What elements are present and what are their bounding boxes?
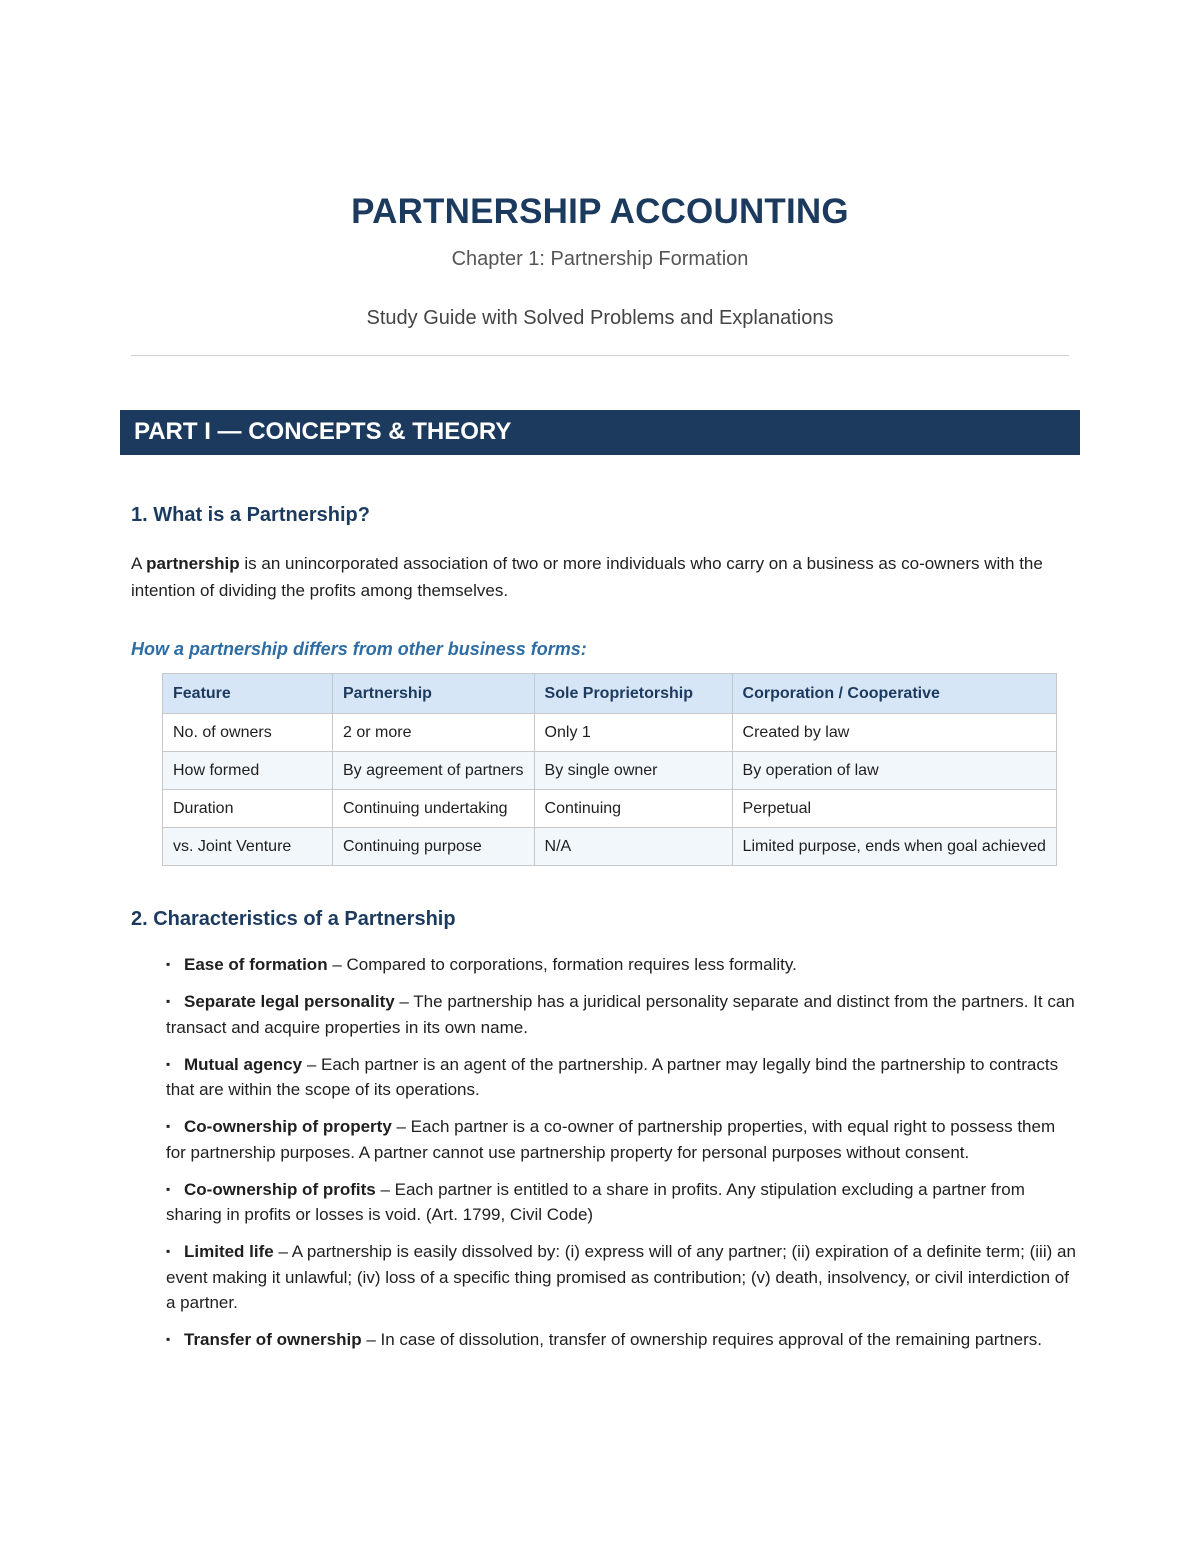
table-cell: Limited purpose, ends when goal achieved [732,828,1056,866]
column-header: Partnership [333,674,535,714]
table-row [163,714,1057,752]
square-bullet-icon: ▪ [166,1332,171,1346]
item-description: – The partnership has a juridical personality separate and distinct from the partners. It can transact and acquire properties in its own name. [166,992,1075,1037]
square-bullet-icon: ▪ [166,994,171,1008]
table-cell: Continuing purpose [333,828,535,866]
item-term: Co-ownership of profits [184,1179,376,1199]
table-caption: How a partnership differs from other business forms: [131,639,587,659]
table-cell: Duration [163,790,333,828]
table-cell: N/A [534,828,732,866]
definition-term: partnership [146,554,240,573]
item-term: Ease of formation [184,955,328,974]
table-header-row [163,674,1057,714]
list-item [166,1177,1076,1228]
section-heading-what-is-partnership: 1. What is a Partnership? [131,504,370,526]
square-bullet-icon: ▪ [166,957,171,971]
item-term: Separate legal personality [184,992,395,1011]
item-term: Co-ownership of property [184,1117,392,1136]
list-item [166,989,1076,1040]
item-description: – A partnership is easily dissolved by: (i) express will of any partner; (ii) expiration of a definite term; (iii) an event making it unlawful; (iv) loss of a specific thing promised as contribution; (v) death, insolvency, or civil interdiction of a partner. [166,1242,1076,1312]
study-guide-subtitle: Study Guide with Solved Problems and Explanations [366,307,834,329]
comparison-table [162,673,1057,866]
table-cell: Continuing [534,790,732,828]
item-description: – Each partner is an agent of the partnership. A partner may legally bind the partnership to contracts that are within the scope of its operations. [166,1054,1059,1099]
item-description: – Each partner is entitled to a share in profits. Any stipulation excluding a partner from sharing in profits or losses is void. (Art. 1799, Civil Code) [166,1179,1025,1224]
item-description: – Compared to corporations, formation requires less formality. [327,955,797,974]
table-row [163,828,1057,866]
table-cell: By single owner [534,752,732,790]
table-cell: By agreement of partners [333,752,535,790]
square-bullet-icon: ▪ [166,1056,171,1071]
square-bullet-icon: ▪ [166,1244,171,1258]
table-cell: No. of owners [163,714,333,752]
table-cell: By operation of law [732,752,1056,790]
section-heading-characteristics: 2. Characteristics of a Partnership [131,908,456,930]
table-cell: Continuing undertaking [333,790,535,828]
item-description: – Each partner is a co-owner of partnership properties, with equal right to possess them for partnership purposes. A partner cannot use partnership property for personal purposes without consent. [166,1117,1056,1162]
square-bullet-icon: ▪ [166,1181,171,1196]
chapter-subtitle: Chapter 1: Partnership Formation [451,248,749,270]
partnership-definition [131,550,1081,604]
list-item [166,1327,1076,1353]
table-cell: Created by law [732,714,1056,752]
part-banner [120,410,1080,455]
column-header: Corporation / Cooperative [732,674,1056,714]
list-item [166,1239,1076,1316]
document-title: PARTNERSHIP ACCOUNTING [351,192,849,231]
definition-prefix: A [131,554,147,573]
table-cell: Perpetual [732,790,1056,828]
item-term: Transfer of ownership [184,1330,362,1349]
table-cell: Only 1 [534,714,732,752]
list-item [166,1114,1076,1165]
item-description: – In case of dissolution, transfer of ownership requires approval of the remaining partners. [361,1330,1042,1349]
definition-text: is an unincorporated association of two or more individuals who carry on a business as co-owners with the intention of dividing the profits among themselves. [131,554,1043,600]
part-banner-title: PART I — CONCEPTS & THEORY [134,418,512,445]
list-item [166,952,1076,978]
square-bullet-icon: ▪ [166,1119,171,1133]
column-header: Sole Proprietorship [534,674,732,714]
characteristics-list [166,952,1076,1364]
list-item [166,1052,1076,1103]
title-divider [131,355,1069,356]
table-cell: vs. Joint Venture [163,828,333,866]
table-cell: 2 or more [333,714,535,752]
column-header: Feature [163,674,333,714]
item-term: Mutual agency [184,1054,303,1074]
table-row [163,790,1057,828]
table-cell: How formed [163,752,333,790]
table-row [163,752,1057,790]
item-term: Limited life [184,1242,274,1261]
